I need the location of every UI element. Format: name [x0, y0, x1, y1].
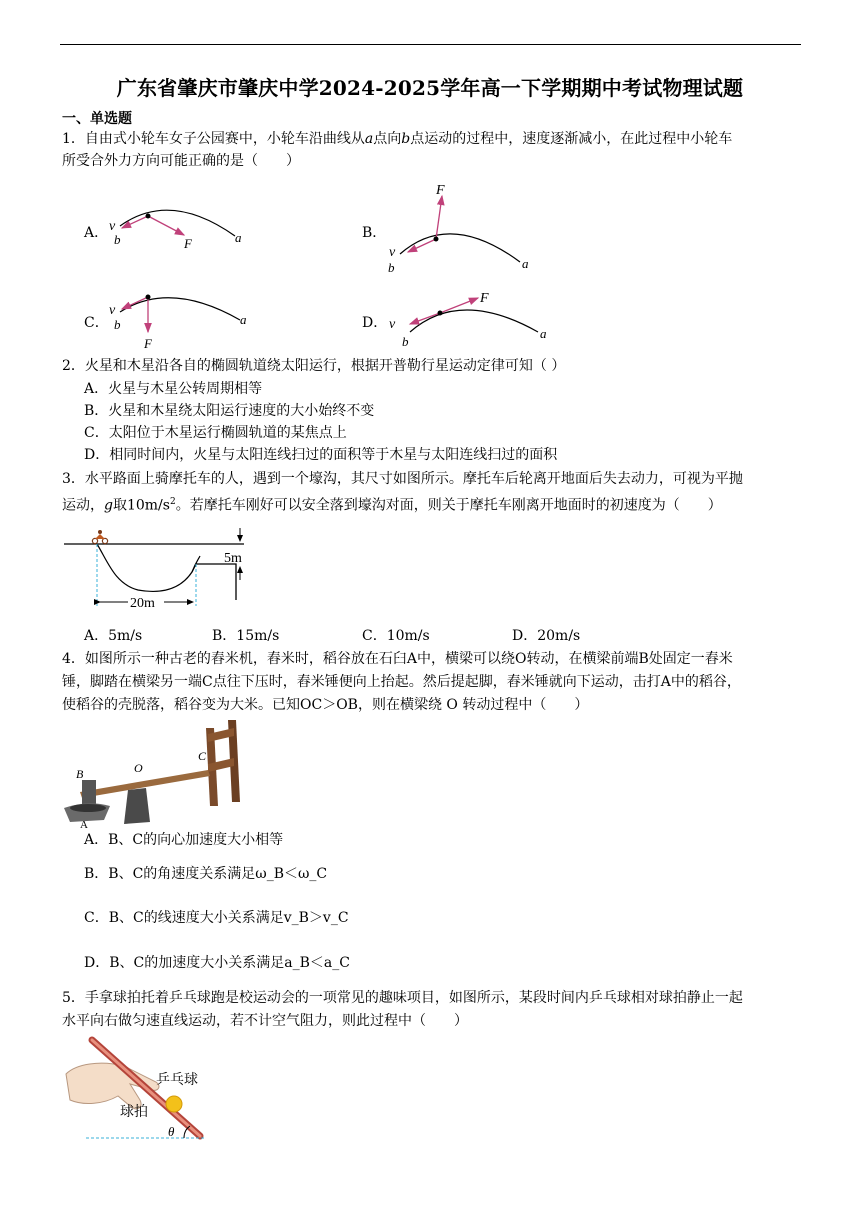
point-a-label: a	[235, 230, 242, 245]
q2-option-d[interactable]: D．相同时间内，火星与太阳连线扫过的面积等于木星与太阳连线扫过的面积	[84, 447, 558, 463]
velocity-label: v	[109, 219, 116, 234]
q4-option-d[interactable]: D．B、C的加速度大小关系满足a_B＜a_C	[84, 955, 350, 971]
force-label: F	[480, 291, 489, 306]
point-b-label: b	[114, 317, 121, 332]
point-a-label: a	[240, 312, 247, 327]
point-b-label: B	[76, 767, 84, 781]
q4-option-c[interactable]: C．B、C的线速度大小关系满足v_B＞v_C	[84, 910, 349, 926]
point-c-label: C	[198, 749, 207, 763]
force-label: F	[144, 336, 152, 351]
velocity-label: v	[389, 245, 396, 260]
point-b-label: b	[402, 334, 409, 349]
velocity-label: v	[389, 317, 396, 332]
q3-stem-line2: 运动，g取$10m/s^2$。若摩托车刚好可以安全落到壕沟对面，则关于摩托车刚离开地面时的初速度为（ ）	[62, 497, 722, 514]
ball-label: 乒乓球	[156, 1073, 198, 1088]
q3-option-b[interactable]: B．15m/s	[212, 628, 280, 644]
q1-option-a-label: A．	[84, 225, 109, 241]
velocity-label: v	[109, 303, 116, 318]
q3-option-a[interactable]: A．5m/s	[84, 628, 143, 644]
point-a-label: a	[540, 326, 547, 341]
ping-pong-ball	[166, 1096, 182, 1112]
point-a-label: a	[522, 256, 529, 271]
q2-option-b[interactable]: B．火星和木星绕太阳运行速度的大小始终不变	[84, 403, 375, 419]
q1-option-d-figure[interactable]	[380, 288, 560, 350]
q4-rice-mill-figure	[58, 714, 248, 830]
height-label: 5m	[224, 551, 242, 566]
q5-stem-line2: 水平向右做匀速直线运动，若不计空气阻力，则此过程中（ ）	[62, 1013, 468, 1029]
point-b-label: b	[388, 260, 395, 275]
q1-option-b-label: B．	[362, 225, 387, 241]
q2-stem: 2．火星和木星沿各自的椭圆轨道绕太阳运行，根据开普勒行星运动定律可知（ ）	[62, 358, 566, 374]
racket-label: 球拍	[120, 1105, 148, 1120]
angle-label: θ	[168, 1124, 175, 1139]
force-label: F	[436, 183, 445, 198]
top-rule	[60, 44, 801, 45]
q4-stem-line2: 锤，脚踏在横梁另一端C点往下压时，舂米锤便向上抬起。然后提起脚，舂米锤就向下运动，击打A中的稻谷，	[62, 674, 741, 690]
q3-option-d[interactable]: D．20m/s	[512, 628, 581, 644]
q1-stem-line1: 1．自由式小轮车女子公园赛中，小轮车沿曲线从a点向b点运动的过程中，速度逐渐减小，在此过程中小轮车	[62, 131, 733, 147]
q4-option-a[interactable]: A．B、C的向心加速度大小相等	[84, 832, 284, 848]
q5-stem-line1: 5．手拿球拍托着乒乓球跑是校运动会的一项常见的趣味项目，如图所示，某段时间内乒乓球相对球拍静止一起	[62, 990, 743, 1006]
q3-trench-figure	[60, 522, 260, 614]
q2-option-a[interactable]: A．火星与木星公转周期相等	[84, 381, 263, 397]
q1-option-a-figure[interactable]	[100, 198, 260, 250]
point-b-label: b	[114, 232, 121, 247]
page-title: 广东省肇庆市肇庆中学2024-2025学年高一下学期期中考试物理试题	[116, 76, 744, 100]
q3-option-c[interactable]: C．10m/s	[362, 628, 430, 644]
q5-racket-figure	[60, 1030, 230, 1142]
q1-option-c-label: C．	[84, 315, 109, 331]
motorcycle-icon	[92, 530, 107, 544]
q4-stem-line1: 4．如图所示一种古老的舂米机，舂米时，稻谷放在石臼A中，横梁可以绕O转动，在横梁前端B处固定一舂米	[62, 651, 733, 667]
q1-option-c-figure[interactable]	[100, 284, 260, 356]
width-label: 20m	[130, 596, 155, 611]
q1-stem-line2: 所受合外力方向可能正确的是（ ）	[62, 153, 300, 169]
section-heading: 一、单选题	[62, 111, 132, 127]
q1-option-d-label: D．	[362, 315, 388, 331]
q1-option-b-figure[interactable]	[380, 182, 550, 276]
point-a-label: A	[80, 819, 88, 830]
force-label: F	[184, 236, 192, 250]
q3-stem-line1: 3．水平路面上骑摩托车的人，遇到一个壕沟，其尺寸如图所示。摩托车后轮离开地面后失去动力，可视为平抛	[62, 471, 743, 487]
q2-option-c[interactable]: C．太阳位于木星运行椭圆轨道的某焦点上	[84, 425, 347, 441]
q4-stem-line3: 使稻谷的壳脱落，稻谷变为大米。已知OC＞OB，则在横梁绕 O 转动过程中（ ）	[62, 697, 589, 713]
point-o-label: O	[134, 761, 143, 775]
q4-option-b[interactable]: B．B、C的角速度关系满足ω_B＜ω_C	[84, 866, 328, 882]
